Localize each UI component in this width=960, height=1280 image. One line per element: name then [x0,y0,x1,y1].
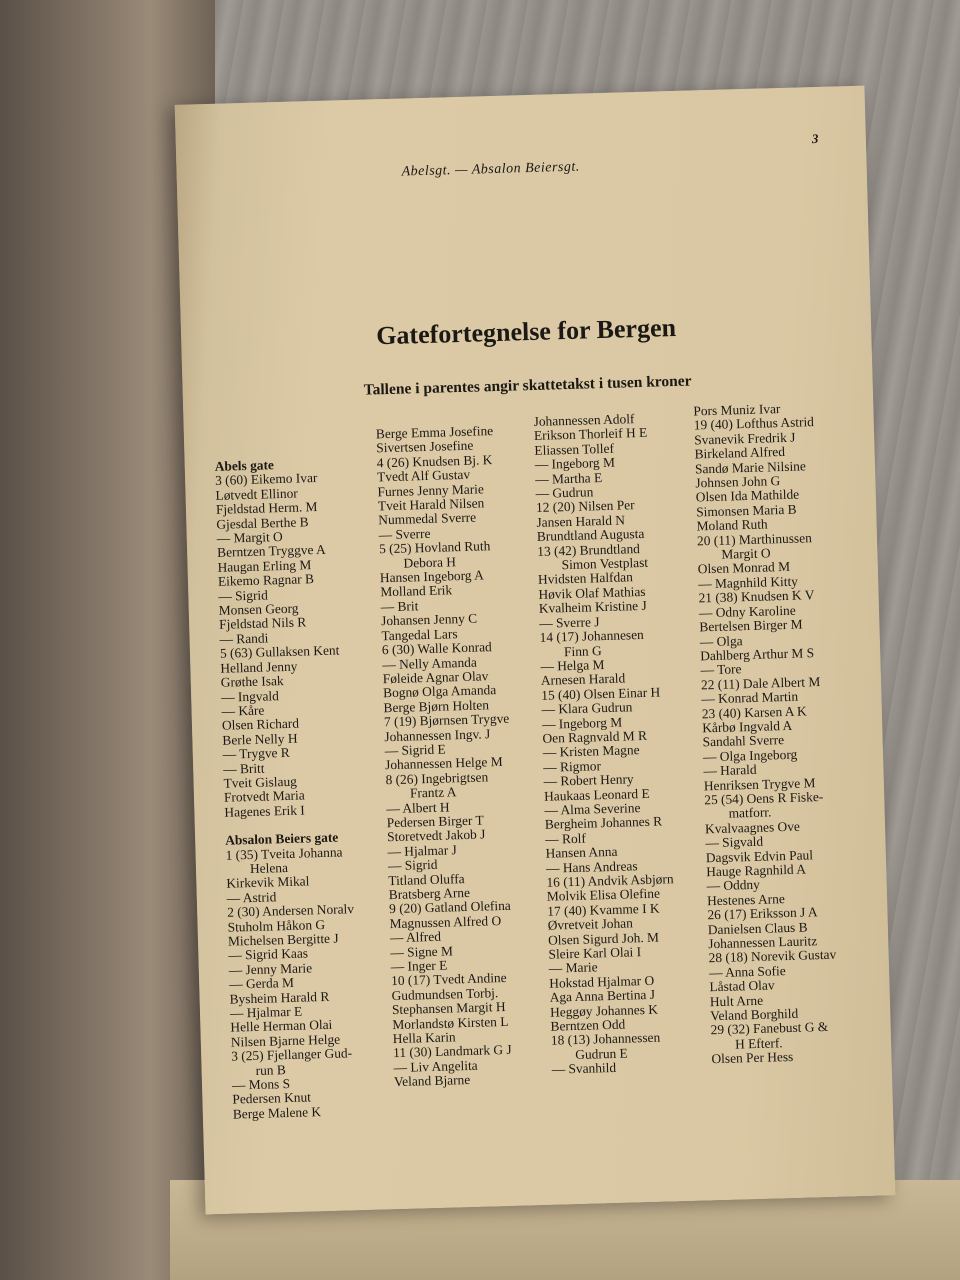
directory-entry: — Oddny [706,877,761,894]
directory-entry: — Albert H [386,799,450,816]
directory-entry: Hagenes Erik I [224,802,305,820]
directory-entry: Johnsen John G [695,473,781,491]
directory-entry: Fjeldstad Herm. M [215,499,318,518]
directory-entry: Tvedt Alf Gustav [376,466,471,485]
directory-entry: Kirkevik Mikal [226,873,310,892]
directory-entry: — Tore [700,661,742,678]
directory-entry: Johansen Jenny C [380,610,478,629]
directory-entry: 3 (25) Fjellanger Gud- [231,1045,353,1064]
directory-entry: Finn G [563,642,602,659]
directory-entry: Nummedal Sverre [378,510,477,528]
directory-entry: — Sverre J [539,613,600,631]
directory-entry: Hella Karin [392,1029,456,1047]
directory-entry: Stuholm Håkon G [227,916,326,935]
directory-entry: 28 (18) Norevik Gustav [708,947,837,966]
directory-entry: Helland Jenny [220,658,298,676]
directory-entry: 9 (20) Gatland Olefina [388,898,511,917]
directory-entry: 5 (25) Hovland Ruth [378,538,491,557]
directory-entry: 19 (40) Lofthus Astrid [693,414,815,433]
directory-entry: 7 (19) Bjørnsen Trygve [383,710,510,730]
directory-column-4 [693,400,876,1067]
directory-entry: Margit O [721,545,771,562]
directory-entry: — Sverre [378,525,431,543]
directory-entry: Bratsberg Arne [388,884,471,903]
directory-entry: Tveit Harald Nilsen [377,495,485,514]
directory-entry: — Rolf [545,830,587,847]
directory-entry: Debora H [403,553,457,571]
directory-entry: Johannessen Lauritz [708,933,818,952]
directory-entry: Helle Herman Olai [230,1017,333,1036]
directory-entry: 26 (17) Eriksson J A [707,904,818,923]
directory-entry: — Randi [219,630,269,647]
directory-entry: 5 (63) Gullaksen Kent [219,642,340,662]
directory-entry: Michelsen Bergitte J [227,930,339,949]
directory-entry: 8 (26) Ingebrigtsen [385,769,489,787]
directory-entry: Sandahl Sverre [702,732,785,750]
directory-entry: Høvik Olaf Mathias [538,583,646,602]
directory-entry: Danielsen Claus B [707,919,808,937]
directory-entry: — Alfred [389,928,442,946]
directory-entry: Berge Emma Josefine [375,423,494,442]
directory-entry: Johannessen Helge M [384,754,503,773]
directory-entry: Eikemo Ragnar B [217,571,315,590]
directory-entry: Sivertsen Josefine [376,438,474,456]
page-number: 3 [811,130,819,147]
directory-entry: Kårbø Ingvald A [702,717,793,736]
directory-entry: Eliassen Tollef [534,440,615,458]
directory-entry: Frotvedt Maria [223,787,305,806]
directory-entry: — Robert Henry [543,771,634,789]
directory-entry: Dagsvik Edvin Paul [705,846,814,865]
directory-column-2 [376,423,559,1090]
directory-entry: Låstad Olav [709,977,775,995]
directory-entry: — Svanhild [551,1060,617,1077]
directory-entry: 23 (40) Karsen A K [701,702,807,721]
directory-entry: Tveit Gislaug [223,773,298,791]
street-directory-columns [214,401,884,1152]
directory-entry: 2 (30) Andersen Noralv [226,901,355,920]
directory-entry: Haugan Erling M [217,557,312,575]
directory-entry: Titland Oluffa [388,870,465,888]
directory-entry: 1 (35) Tveita Johanna [225,844,343,863]
directory-entry: Hult Arne [709,992,764,1009]
street-heading: Abels gate [214,457,275,474]
directory-entry: Føleide Agnar Olav [382,668,489,687]
directory-entry: Storetvedt Jakob J [386,826,486,845]
directory-entry: — Gerda M [229,975,295,992]
directory-entry: — Ingeborg M [534,454,616,473]
directory-entry: Hokstad Hjalmar O [549,972,655,991]
directory-entry: 11 (30) Landmark G J [392,1042,512,1061]
directory-entry: Sandø Marie Nilsine [694,457,806,477]
directory-entry: Nilsen Bjarne Helge [230,1031,341,1050]
directory-entry: Simonsen Maria B [695,501,797,520]
directory-entry: 13 (42) Brundtland [537,540,641,559]
directory-entry: — Britt [222,760,265,777]
directory-entry: Berle Nelly H [222,730,298,748]
directory-entry: Brundtland Augusta [536,526,645,545]
directory-entry: 10 (17) Tvedt Andine [390,970,507,989]
directory-entry: Berntzen Odd [550,1016,626,1034]
directory-entry: Pors Muniz Ivar [693,401,781,419]
directory-entry: Helena [249,859,289,877]
page-subtitle: Tallene i parentes angir skattetakst i tusen kroner [363,372,692,399]
directory-entry: Berge Bjørn Holten [383,697,490,715]
directory-entry: — Alma Severine [544,800,641,818]
directory-entry: — Martha E [535,469,603,487]
directory-entry: — Liv Angelita [393,1057,478,1075]
directory-entry: 12 (20) Nilsen Per [535,497,635,516]
directory-entry: 16 (11) Andvik Asbjørn [546,871,674,890]
directory-entry: — Sigrid [218,587,269,604]
directory-entry: — Hjalmar E [229,1003,303,1021]
directory-entry: Olsen Monrad M [697,559,791,577]
directory-entry: Kvalvaagnes Ove [704,818,801,837]
directory-entry: 3 (60) Eikemo Ivar [214,470,318,489]
directory-entry: Svanevik Fredrik J [693,429,796,448]
directory-entry: — Gudrun [535,484,594,501]
directory-entry: Hansen Anna [545,843,618,861]
directory-entry: Gudmundsen Torbj. [391,985,499,1003]
directory-entry: — Klara Gudrun [541,699,633,717]
directory-entry: Aga Anna Bertina J [549,987,656,1005]
street-heading: Absalon Beiers gate [224,829,339,848]
directory-entry: Fjeldstad Nils R [218,614,307,633]
directory-entry: — Sigrid [387,856,438,874]
directory-entry: 20 (11) Marthinussen [696,529,812,549]
directory-entry: 25 (54) Oens R Fiske- [704,788,824,808]
directory-entry: — Ingeborg M [541,714,623,732]
directory-entry: — Odny Karoline [698,602,796,621]
directory-entry: Simon Vestplast [561,554,649,573]
directory-entry: 6 (30) Walle Konrad [381,639,492,658]
directory-entry: Henriksen Trygve M [703,774,816,793]
directory-entry: Pedersen Knut [232,1089,312,1108]
directory-entry: — Harald [703,762,757,779]
directory-entry: Arnesen Harald [540,670,626,689]
directory-entry: Haukaas Leonard E [543,785,650,804]
directory-entry: — Nelly Amanda [382,654,477,672]
directory-entry: Pedersen Birger T [386,812,484,831]
directory-entry: 15 (40) Olsen Einar H [541,684,661,703]
directory-entry: Grøthe Isak [220,673,284,690]
directory-entry: — Rigmor [543,757,602,775]
directory-entry: Stephansen Margit H [391,999,506,1018]
directory-entry: — Magnhild Kitty [698,573,799,592]
directory-entry: — Kristen Magne [542,742,640,761]
directory-entry: — Brit [380,598,419,615]
directory-entry: Øvretveit Johan [547,915,634,933]
directory-entry: Veland Bjarne [393,1072,471,1090]
directory-entry: 22 (11) Dale Albert M [700,673,821,693]
directory-entry: matforr. [728,804,772,822]
directory-entry: Heggøy Johannes K [549,1001,659,1020]
directory-entry: Hansen Ingeborg A [379,567,484,586]
directory-entry: 21 (38) Knudsen K V [698,587,815,606]
directory-entry: Berntzen Tryggve A [216,542,326,561]
directory-entry: — Helga M [540,656,605,674]
directory-entry: Molvik Elisa Olefine [546,886,661,905]
directory-entry: Morlandstø Kirsten L [392,1013,509,1032]
directory-entry: — Olga Ingeborg [702,746,798,765]
directory-entry: Kvalheim Kristine J [538,598,647,617]
page-content [175,86,896,1215]
directory-entry: — Jenny Marie [228,960,313,978]
directory-entry: Dahlberg Arthur M S [700,645,815,664]
directory-entry: Tangedal Lars [381,625,458,643]
directory-entry: Magnussen Alfred O [389,912,502,931]
directory-entry: — Marie [548,959,598,977]
book-page [175,86,896,1215]
directory-entry: Bognø Olga Amanda [382,682,497,701]
directory-entry: 29 (32) Fanebust G & [710,1019,829,1038]
directory-entry: Hauge Ragnhild A [706,861,807,880]
directory-entry: 4 (26) Knudsen Bj. K [376,451,493,471]
directory-entry: Olsen Sigurd Joh. M [547,929,660,948]
directory-entry: — Sigvald [705,833,764,851]
directory-entry: — Hans Andreas [545,857,638,876]
directory-entry: — Anna Sofie [708,962,786,981]
directory-entry: Olsen Ida Mathilde [695,487,800,505]
directory-entry: Gudrun E [575,1045,628,1062]
directory-entry: Molland Erik [380,582,453,600]
directory-entry: — Sigrid E [384,741,446,759]
directory-entry: Erikson Thorleif H E [533,425,648,444]
directory-entry: Olsen Per Hess [711,1049,794,1067]
directory-entry: — Olga [699,632,743,649]
directory-entry: Bergheim Johannes R [544,813,663,833]
directory-entry: 14 (17) Johannesen [539,627,644,645]
directory-entry: H Efterf. [734,1035,783,1052]
directory-column-3 [533,410,716,1077]
directory-entry: Monsen Georg [218,600,299,618]
directory-entry: Birkeland Alfred [694,444,786,462]
directory-entry: Johannessen Adolf [533,411,635,429]
directory-entry: Moland Ruth [696,516,768,534]
directory-entry: Hvidsten Halfdan [537,569,634,588]
directory-entry: Frantz A [409,784,457,801]
directory-entry: Oen Ragnvald M R [542,727,648,746]
directory-entry: — Signe M [390,943,454,960]
page-title: Gatefortegnelse for Bergen [375,312,677,351]
directory-entry: Gjesdal Berthe B [216,513,309,532]
directory-entry: Johannessen Ingv. J [384,725,491,744]
directory-entry: Løtvedt Ellinor [215,485,298,503]
directory-entry: Sleire Karl Olai I [548,944,642,962]
running-head: Abelsgt. — Absalon Beiersgt. [401,159,580,180]
directory-entry: Bertelsen Birger M [699,616,803,635]
directory-entry: — Mons S [231,1076,291,1093]
directory-column-1 [214,441,398,1122]
directory-entry: run B [255,1061,286,1078]
directory-entry: Hestenes Arne [706,890,785,909]
directory-entry: Bysheim Harald R [229,988,330,1007]
directory-entry: Olsen Richard [221,715,300,734]
directory-entry: Veland Borghild [710,1005,799,1024]
directory-entry: — Sigrid Kaas [228,945,309,964]
directory-entry: — Astrid [226,889,277,906]
directory-entry: — Hjalmar J [387,842,457,859]
directory-entry: Furnes Jenny Marie [377,480,485,499]
directory-entry: — Konrad Martin [701,688,799,707]
directory-entry: 17 (40) Kvamme I K [547,900,660,919]
directory-entry: Berge Malene K [232,1104,322,1122]
directory-entry: 18 (13) Johannessen [550,1030,661,1049]
directory-entry: — Ingvald [220,687,280,705]
directory-entry: — Kåre [221,702,265,719]
directory-entry: — Margit O [216,529,283,546]
directory-entry: — Inger E [390,957,448,975]
directory-entry: — Trygve R [222,745,290,762]
directory-entry: Jansen Harald N [536,512,626,530]
